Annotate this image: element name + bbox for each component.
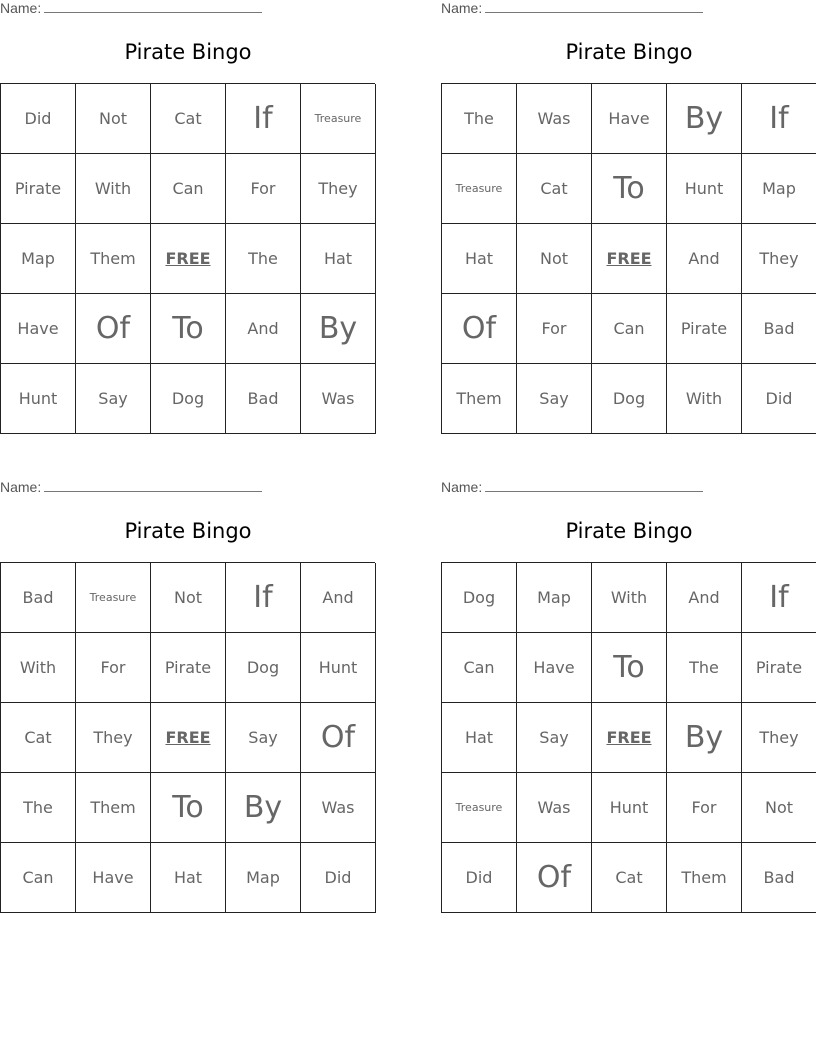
bingo-cell: Hunt — [1, 364, 76, 434]
bingo-cell: For — [517, 294, 592, 364]
bingo-cell: Have — [1, 294, 76, 364]
bingo-cell: Did — [442, 843, 517, 913]
bingo-cell: Hat — [301, 224, 376, 294]
bingo-card-1 — [0, 0, 376, 440]
bingo-cell: Cat — [592, 843, 667, 913]
bingo-cell: And — [667, 224, 742, 294]
name-line — [441, 0, 711, 20]
bingo-cell: Map — [226, 843, 301, 913]
bingo-cell: Pirate — [667, 294, 742, 364]
card-title: Pirate Bingo — [124, 40, 252, 64]
bingo-cell: Not — [76, 84, 151, 154]
bingo-card-4 — [441, 479, 816, 919]
bingo-cell: Of — [76, 294, 151, 364]
bingo-cell: Them — [76, 224, 151, 294]
bingo-cell: Can — [1, 843, 76, 913]
name-label: Name: — [441, 479, 483, 495]
bingo-cell: Cat — [1, 703, 76, 773]
name-blank — [44, 479, 262, 492]
bingo-cell: For — [76, 633, 151, 703]
bingo-cell: Hat — [151, 843, 226, 913]
bingo-cell: For — [667, 773, 742, 843]
bingo-cell: Cat — [517, 154, 592, 224]
bingo-cell: Dog — [442, 563, 517, 633]
bingo-cell: Them — [442, 364, 517, 434]
bingo-cell: With — [1, 633, 76, 703]
bingo-cell: To — [592, 154, 667, 224]
card-title: Pirate Bingo — [565, 40, 693, 64]
bingo-cell: To — [592, 633, 667, 703]
bingo-cell: Hunt — [301, 633, 376, 703]
bingo-cell: Of — [301, 703, 376, 773]
bingo-cell: Say — [226, 703, 301, 773]
name-label: Name: — [0, 0, 42, 16]
bingo-cell: Them — [76, 773, 151, 843]
bingo-cell: The — [1, 773, 76, 843]
bingo-cell: Pirate — [1, 154, 76, 224]
free-space: FREE — [592, 703, 667, 773]
bingo-card-2 — [441, 0, 816, 440]
bingo-cell: To — [151, 294, 226, 364]
bingo-cell: Map — [742, 154, 816, 224]
bingo-cell: By — [667, 84, 742, 154]
bingo-cell: Cat — [151, 84, 226, 154]
name-blank — [485, 479, 703, 492]
bingo-cell: Was — [301, 364, 376, 434]
bingo-cell: Was — [517, 84, 592, 154]
bingo-cell: Say — [517, 703, 592, 773]
bingo-cell: Not — [742, 773, 816, 843]
bingo-cell: By — [667, 703, 742, 773]
bingo-cell: Of — [442, 294, 517, 364]
bingo-cell: Treasure — [442, 154, 517, 224]
bingo-cell: Bad — [742, 843, 816, 913]
bingo-grid — [441, 562, 816, 913]
bingo-cell: Map — [1, 224, 76, 294]
bingo-cell: Bad — [742, 294, 816, 364]
bingo-cell: For — [226, 154, 301, 224]
bingo-cell: Have — [517, 633, 592, 703]
bingo-cell: Say — [517, 364, 592, 434]
bingo-cell: Bad — [226, 364, 301, 434]
bingo-cell: Hunt — [667, 154, 742, 224]
bingo-cell: Hat — [442, 224, 517, 294]
bingo-cell: Was — [517, 773, 592, 843]
bingo-cell: Treasure — [76, 563, 151, 633]
bingo-cell: By — [301, 294, 376, 364]
bingo-cell: By — [226, 773, 301, 843]
bingo-cell: Dog — [151, 364, 226, 434]
bingo-grid — [0, 562, 375, 913]
bingo-cell: If — [226, 563, 301, 633]
bingo-cell: Can — [442, 633, 517, 703]
bingo-cell: The — [226, 224, 301, 294]
bingo-cell: Not — [517, 224, 592, 294]
bingo-cell: And — [301, 563, 376, 633]
free-space: FREE — [151, 224, 226, 294]
bingo-cell: They — [76, 703, 151, 773]
bingo-cell: Have — [592, 84, 667, 154]
name-line — [441, 479, 711, 499]
bingo-cell: Did — [1, 84, 76, 154]
bingo-cell: Did — [301, 843, 376, 913]
bingo-grid — [441, 83, 816, 434]
free-space: FREE — [151, 703, 226, 773]
bingo-cell: Was — [301, 773, 376, 843]
bingo-cell: They — [301, 154, 376, 224]
name-blank — [44, 0, 262, 13]
bingo-cell: Dog — [592, 364, 667, 434]
bingo-cell: The — [667, 633, 742, 703]
name-label: Name: — [441, 0, 483, 16]
bingo-cell: They — [742, 703, 816, 773]
bingo-cell: If — [742, 84, 816, 154]
bingo-cell: If — [226, 84, 301, 154]
bingo-cell: Did — [742, 364, 816, 434]
name-label: Name: — [0, 479, 42, 495]
bingo-cell: Of — [517, 843, 592, 913]
name-blank — [485, 0, 703, 13]
bingo-cell: And — [226, 294, 301, 364]
bingo-cell: Can — [592, 294, 667, 364]
bingo-cell: Map — [517, 563, 592, 633]
bingo-cell: Hat — [442, 703, 517, 773]
bingo-card-3 — [0, 479, 376, 919]
bingo-cell: The — [442, 84, 517, 154]
card-title: Pirate Bingo — [565, 519, 693, 543]
bingo-cell: Pirate — [742, 633, 816, 703]
bingo-cell: They — [742, 224, 816, 294]
free-space: FREE — [592, 224, 667, 294]
bingo-cell: Treasure — [301, 84, 376, 154]
bingo-cell: To — [151, 773, 226, 843]
bingo-cell: Pirate — [151, 633, 226, 703]
bingo-grid — [0, 83, 375, 434]
bingo-cell: Them — [667, 843, 742, 913]
bingo-cell: With — [592, 563, 667, 633]
name-line — [0, 0, 270, 20]
bingo-cell: Dog — [226, 633, 301, 703]
bingo-cell: Say — [76, 364, 151, 434]
bingo-cell: Hunt — [592, 773, 667, 843]
bingo-cell: With — [667, 364, 742, 434]
bingo-cell: Bad — [1, 563, 76, 633]
bingo-cell: Not — [151, 563, 226, 633]
bingo-cell: And — [667, 563, 742, 633]
bingo-cell: Have — [76, 843, 151, 913]
card-title: Pirate Bingo — [124, 519, 252, 543]
bingo-cell: If — [742, 563, 816, 633]
bingo-cell: Can — [151, 154, 226, 224]
bingo-cell: With — [76, 154, 151, 224]
bingo-cell: Treasure — [442, 773, 517, 843]
name-line — [0, 479, 270, 499]
